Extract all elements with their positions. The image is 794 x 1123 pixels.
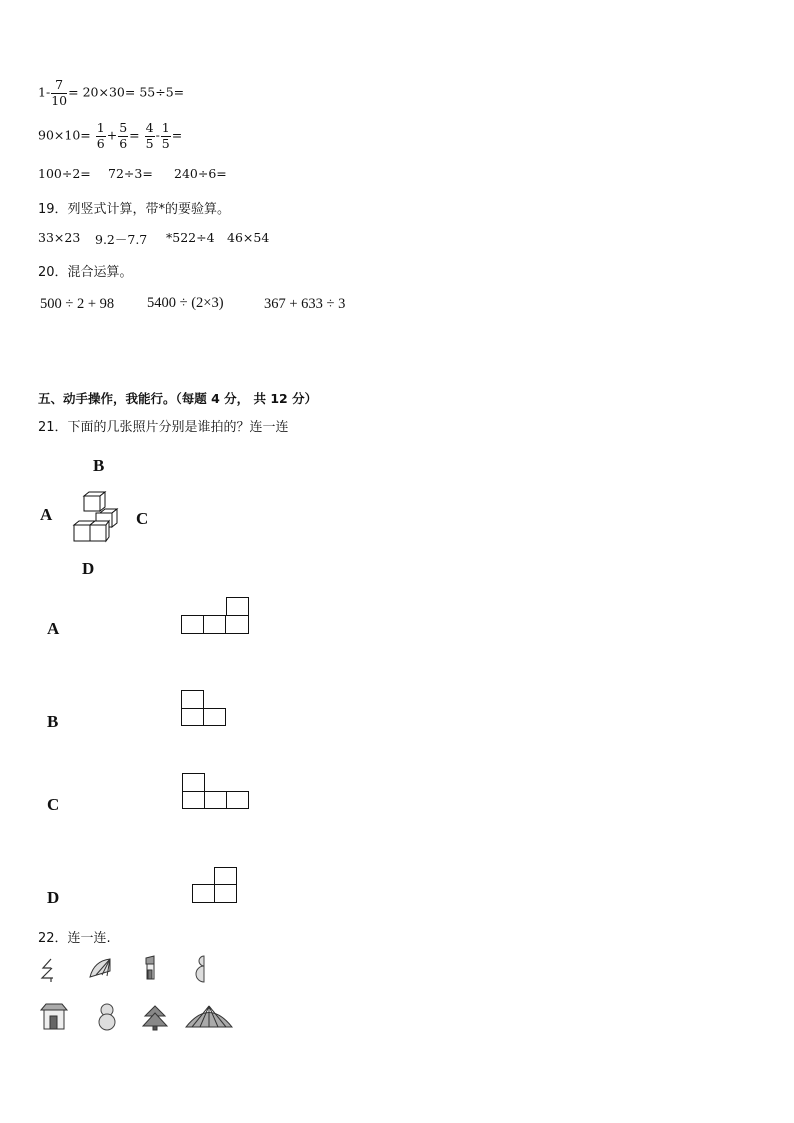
calc-prefix: 1- (38, 84, 51, 100)
calc-item: 90×10= (38, 127, 91, 143)
oral-calc-row-1: 1- $\frac{7}{10}$ = 20×30= 55÷5= (38, 77, 185, 108)
viewer-label-left: A (40, 505, 53, 524)
view-label-c: C (47, 795, 60, 814)
question-19-title: 19．列竖式计算，带*的要验算。 (38, 202, 231, 217)
calc-item: 72÷3= (108, 166, 153, 181)
question-20-title: 20．混合运算。 (38, 265, 133, 280)
half-tree-icon (39, 957, 59, 983)
oral-calc-row-2: 90×10= $\frac{1}{6}$ + $\frac{5}{6}$ = $\frac{4}{5}$ - $\frac{1}{5}$ = (38, 120, 183, 151)
calc-item: 100÷2= (38, 166, 91, 181)
view-label-d: D (47, 888, 60, 907)
fraction: $\frac{4}{5}$ (145, 120, 154, 151)
question-21-title: 21．下面的几张照片分别是谁拍的？连一连 (38, 420, 289, 435)
calc-item: 20×30= (82, 84, 136, 100)
q19-item: 46×54 (227, 230, 270, 245)
calc-item: 55÷5= (139, 84, 185, 100)
half-snowman-icon (196, 955, 212, 983)
view-label-b: B (47, 712, 59, 731)
q20-item: 500 ÷ 2 + 98 (40, 296, 115, 312)
fraction: $\frac{1}{6}$ (96, 120, 105, 151)
viewer-label-bottom: D (82, 559, 95, 578)
house-icon (40, 1003, 68, 1031)
section-5-heading: 五、动手操作，我能行。（每题 4 分， 共 12 分） (38, 391, 318, 406)
snowman-icon (96, 1003, 118, 1031)
cube-stack-figure (71, 491, 121, 543)
calc-item: 240÷6= (174, 166, 227, 181)
half-umbrella-icon (88, 957, 114, 979)
q19-item: 33×23 (38, 230, 81, 245)
fraction: $\frac{5}{6}$ (119, 120, 128, 151)
q20-item: 367 + 633 ÷ 3 (264, 296, 346, 312)
viewer-label-top: B (93, 456, 105, 475)
q20-item: 5400 ÷ (2×3) (147, 295, 224, 311)
question-22-title: 22．连一连. (38, 931, 111, 946)
fraction-7-10: $\frac{7}{10}$ (51, 77, 68, 108)
view-label-a: A (47, 619, 60, 638)
fraction: $\frac{1}{5}$ (161, 120, 170, 151)
q19-item: 9.2－7.7 (95, 232, 148, 247)
tree-icon (141, 1005, 169, 1031)
q19-item: *522÷4 (166, 230, 215, 245)
umbrella-icon (184, 1004, 234, 1030)
oral-calc-row-3 (38, 166, 91, 181)
viewer-label-right: C (136, 509, 149, 528)
half-house-icon (145, 955, 163, 981)
